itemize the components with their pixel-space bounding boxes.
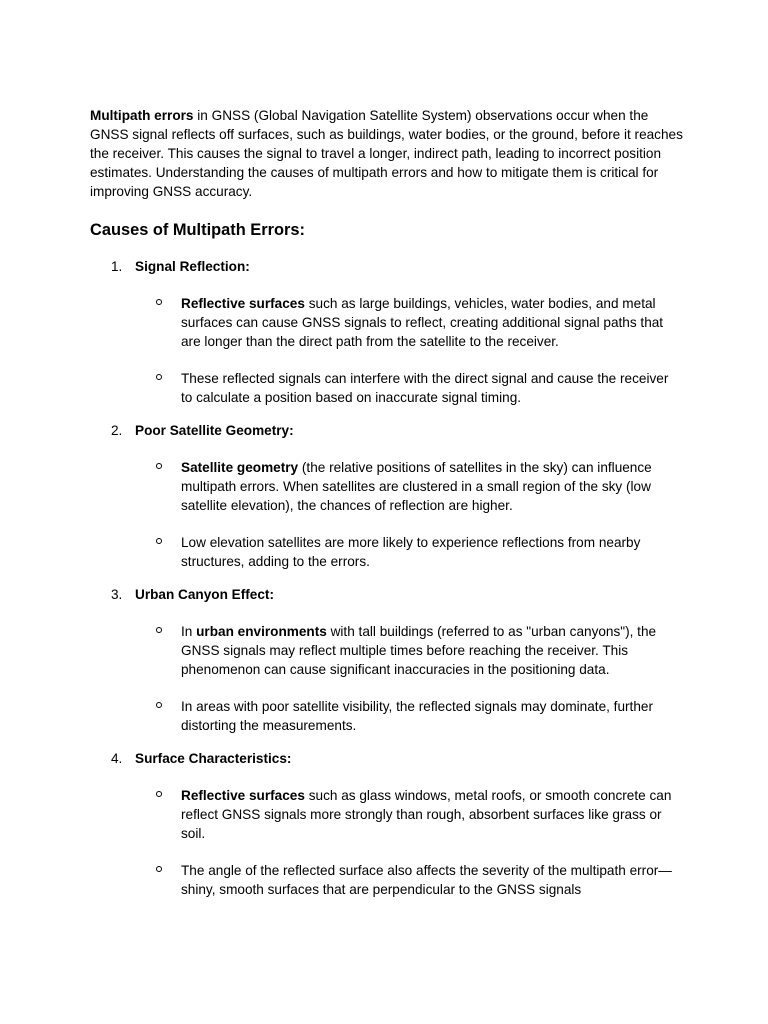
hollow-bullet-icon <box>156 374 162 380</box>
bullet-bold-term: Reflective surfaces <box>181 296 305 311</box>
bullet-item <box>90 786 690 843</box>
bullet-item <box>90 369 690 407</box>
cause-number: 4. <box>111 751 123 766</box>
bullet-item <box>90 458 690 515</box>
bullet-bold-term: urban environments <box>196 624 327 639</box>
bullet-item <box>90 294 690 351</box>
cause-bullets <box>90 458 690 571</box>
cause-item <box>90 421 690 571</box>
bullet-text: In urban environments with tall buildings (referred to as "urban canyons"), the GNSS signals may reflect multiple times before reaching the receiver. This phenomenon can cause significant inaccuracies in the positioning data. <box>181 624 657 677</box>
causes-list <box>90 257 690 899</box>
section-heading: Causes of Multipath Errors: <box>90 221 305 239</box>
hollow-bullet-icon <box>156 702 162 708</box>
bullet-item <box>90 697 690 735</box>
intro-paragraph <box>90 106 690 201</box>
bullet-text: Low elevation satellites are more likely to experience reflections from nearby structures, adding to the errors. <box>181 535 641 569</box>
hollow-bullet-icon <box>156 627 162 633</box>
bullet-bold-term: Reflective surfaces <box>181 788 305 803</box>
cause-item <box>90 257 690 407</box>
hollow-bullet-icon <box>156 463 162 469</box>
cause-number: 2. <box>111 423 123 438</box>
bullet-text: These reflected signals can interfere with the direct signal and cause the receiver to calculate a position based on inaccurate signal timing. <box>181 371 669 405</box>
cause-item <box>90 749 690 899</box>
cause-number: 1. <box>111 259 123 274</box>
bullet-item <box>90 622 690 679</box>
cause-title: Poor Satellite Geometry: <box>135 423 294 438</box>
cause-bullets <box>90 294 690 407</box>
intro-bold-term: Multipath errors <box>90 108 194 123</box>
cause-title: Signal Reflection: <box>135 259 250 274</box>
hollow-bullet-icon <box>156 866 162 872</box>
cause-bullets <box>90 622 690 735</box>
bullet-text: In areas with poor satellite visibility, the reflected signals may dominate, further distorting the measurements. <box>181 699 653 733</box>
cause-item <box>90 585 690 735</box>
bullet-item <box>90 861 690 899</box>
cause-number: 3. <box>111 587 123 602</box>
bullet-text: Reflective surfaces such as glass windows, metal roofs, or smooth concrete can reflect GNSS signals more strongly than rough, absorbent surfaces like grass or soil. <box>181 788 672 841</box>
bullet-item <box>90 533 690 571</box>
hollow-bullet-icon <box>156 538 162 544</box>
bullet-text: Satellite geometry (the relative positions of satellites in the sky) can influence multipath errors. When satellites are clustered in a small region of the sky (low satellite elevation), the chances of reflection are higher. <box>181 460 652 513</box>
cause-title: Urban Canyon Effect: <box>135 587 274 602</box>
hollow-bullet-icon <box>156 791 162 797</box>
hollow-bullet-icon <box>156 299 162 305</box>
cause-bullets <box>90 786 690 899</box>
document-page <box>90 106 690 899</box>
intro-text: in GNSS (Global Navigation Satellite System) observations occur when the GNSS signal reflects off surfaces, such as buildings, water bodies, or the ground, before it reaches the receiver. This causes the signal to travel a longer, indirect path, leading to incorrect position estimates. Understanding the causes of multipath errors and how to mitigate them is critical for improving GNSS accuracy. <box>90 108 683 199</box>
bullet-bold-term: Satellite geometry <box>181 460 299 475</box>
cause-title: Surface Characteristics: <box>135 751 292 766</box>
bullet-text: Reflective surfaces such as large buildings, vehicles, water bodies, and metal surfaces can cause GNSS signals to reflect, creating additional signal paths that are longer than the direct path from the satellite to the receiver. <box>181 296 664 349</box>
bullet-text: The angle of the reflected surface also affects the severity of the multipath error—shiny, smooth surfaces that are perpendicular to the GNSS signals <box>181 863 672 897</box>
